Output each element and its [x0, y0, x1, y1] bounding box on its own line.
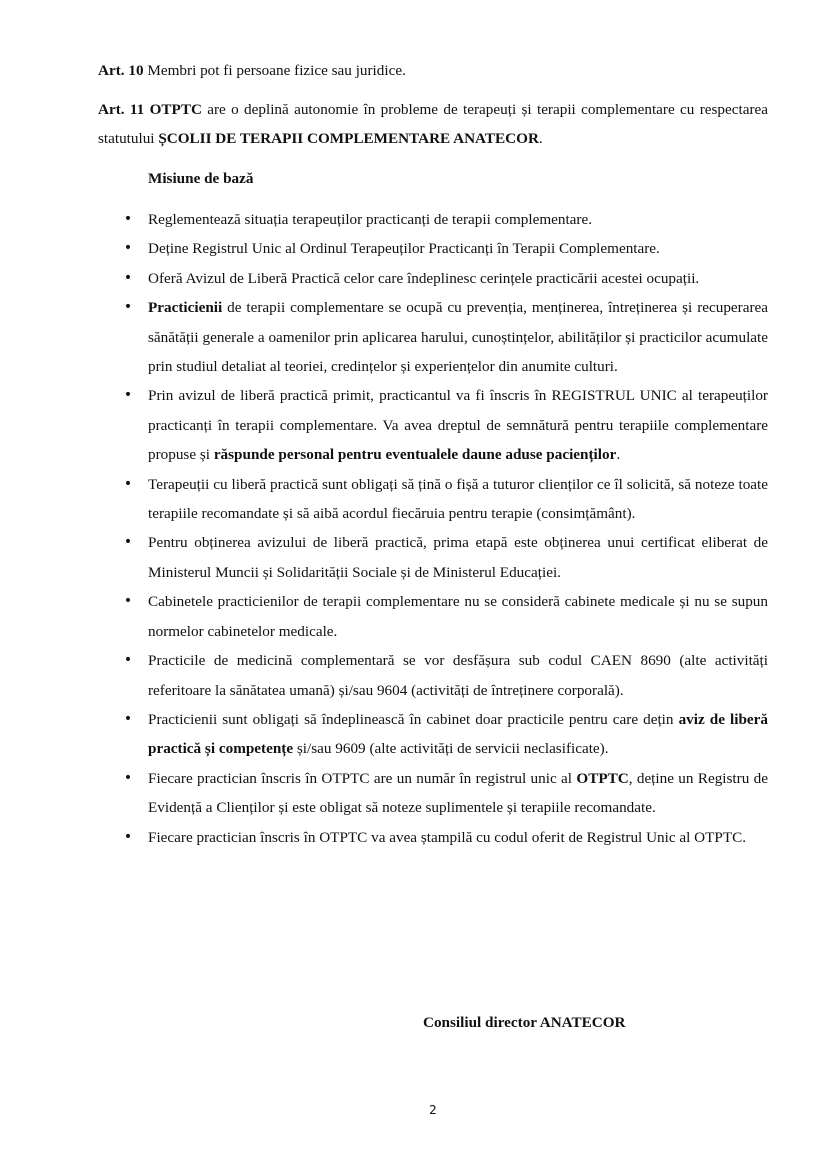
list-item-text: Fiecare practician înscris în OTPTC are un număr în registrul unic al	[148, 769, 577, 787]
list-item-text: Deține Registrul Unic al Ordinul Terapeuților Practicanți în Terapii Complementare.	[148, 240, 660, 258]
bullet-icon: •	[123, 769, 133, 786]
bullet-icon: •	[123, 828, 133, 845]
list-item-bold-text: aviz de liberă practică și competențe	[148, 710, 768, 758]
list-item-text: Practicienii sunt obligați să îndeplinească în cabinet doar practicile pentru care dețin	[148, 710, 679, 728]
list-item	[98, 470, 768, 529]
mission-heading: Misiune de bază	[148, 170, 254, 187]
list-item-text: Cabinetele practicienilor de terapii complementare nu se consideră cabinete medicale și nu se supun normelor cabinetelor medicale.	[148, 593, 768, 640]
article-11-label: Art. 11	[98, 101, 145, 118]
list-item	[98, 528, 768, 587]
article-10-label: Art. 10	[98, 62, 144, 79]
list-item	[98, 293, 768, 381]
list-item-text: Oferă Avizul de Liberă Practică celor care îndeplinesc cerințele practicării acestei ocupații.	[148, 269, 700, 287]
list-item	[98, 381, 768, 469]
bullet-icon: •	[123, 240, 133, 257]
signature: Consiliul director ANATECOR	[423, 1014, 626, 1031]
bullet-icon: •	[123, 299, 133, 316]
article-11-org: OTPTC	[149, 101, 202, 118]
list-item	[98, 705, 768, 764]
list-item-text-end: și/sau 9609 (alte activități de servicii neclasificate).	[293, 740, 609, 758]
article-10	[98, 56, 768, 85]
list-item-text-end: , deține un Registru de Evidență a Clienților și este obligat să noteze suplimentele și terapiile recomandate.	[148, 769, 768, 817]
list-item-text: Reglementează situația terapeuților practicanți de terapii complementare.	[148, 211, 593, 228]
list-item	[98, 646, 768, 705]
article-10-text: Membri pot fi persoane fizice sau juridice.	[143, 62, 406, 79]
list-item-text: de terapii complementare se ocupă cu prevenția, menținerea, întreținerea și recuperarea sănătății generale a oamenilor prin aplicarea harului, cunoștințelor, abilităților și practicilor acumulate prin studiul detaliat al teoriei, credințelor și experiențelor din anumite culturi.	[148, 299, 768, 376]
list-item-text: Fiecare practician înscris în OTPTC va avea ștampilă cu codul oferit de Registrul Unic al OTPTC.	[148, 828, 747, 846]
list-item-text: Terapeuții cu liberă practică sunt obligați să țină o fișă a tuturor clienților ce îl solicită, să noteze toate terapiile recomandate și să aibă acordul fiecăruia pentru terapie (consimțământ).	[148, 475, 768, 523]
list-item-bold-text: OTPTC	[576, 769, 629, 787]
article-11	[98, 95, 768, 153]
list-item	[98, 264, 768, 293]
list-item	[98, 205, 768, 234]
list-item-text: Practicile de medicină complementară se vor desfășura sub codul CAEN 8690 (alte activități referitoare la sănătatea umană) și/sau 9604 (activități de întreținere corporală).	[148, 652, 768, 699]
article-11-school-name: ȘCOLII DE TERAPII COMPLEMENTARE ANATECOR	[158, 130, 539, 147]
list-item	[98, 587, 768, 646]
list-item-text: Pentru obținerea avizului de liberă practică, prima etapă este obținerea unui certificat eliberat de Ministerul Muncii și Solidarității Sociale și de Ministerul Educației.	[148, 534, 768, 581]
bullet-icon: •	[123, 269, 133, 286]
list-item-text: Prin avizul de liberă practică primit, practicantul va fi înscris în REGISTRUL UNIC al terapeuților practicanți în terapii complementare. Va avea dreptul de semnătură pentru terapiile complementare propuse și	[148, 387, 768, 464]
list-item	[98, 764, 768, 823]
bullet-icon: •	[123, 710, 133, 727]
bullet-icon: •	[123, 593, 133, 610]
list-item-bold-text: răspunde personal pentru eventualele daune aduse pacienților	[213, 446, 617, 464]
bullet-icon: •	[123, 387, 133, 404]
list-item-text-end: .	[616, 446, 621, 464]
bullet-icon: •	[123, 652, 133, 669]
page-number: 2	[429, 1103, 437, 1117]
bullet-icon: •	[123, 534, 133, 551]
mission-list	[98, 205, 768, 852]
bullet-icon: •	[123, 475, 133, 492]
list-item	[98, 823, 768, 852]
bullet-icon: •	[123, 211, 133, 227]
article-11-end: .	[538, 130, 543, 147]
list-item	[98, 234, 768, 263]
list-item-bold-text: Practicienii	[148, 299, 223, 317]
article-11-text: are o deplină autonomie în probleme de terapeuți și terapii complementare cu respectarea statutului	[98, 101, 768, 147]
